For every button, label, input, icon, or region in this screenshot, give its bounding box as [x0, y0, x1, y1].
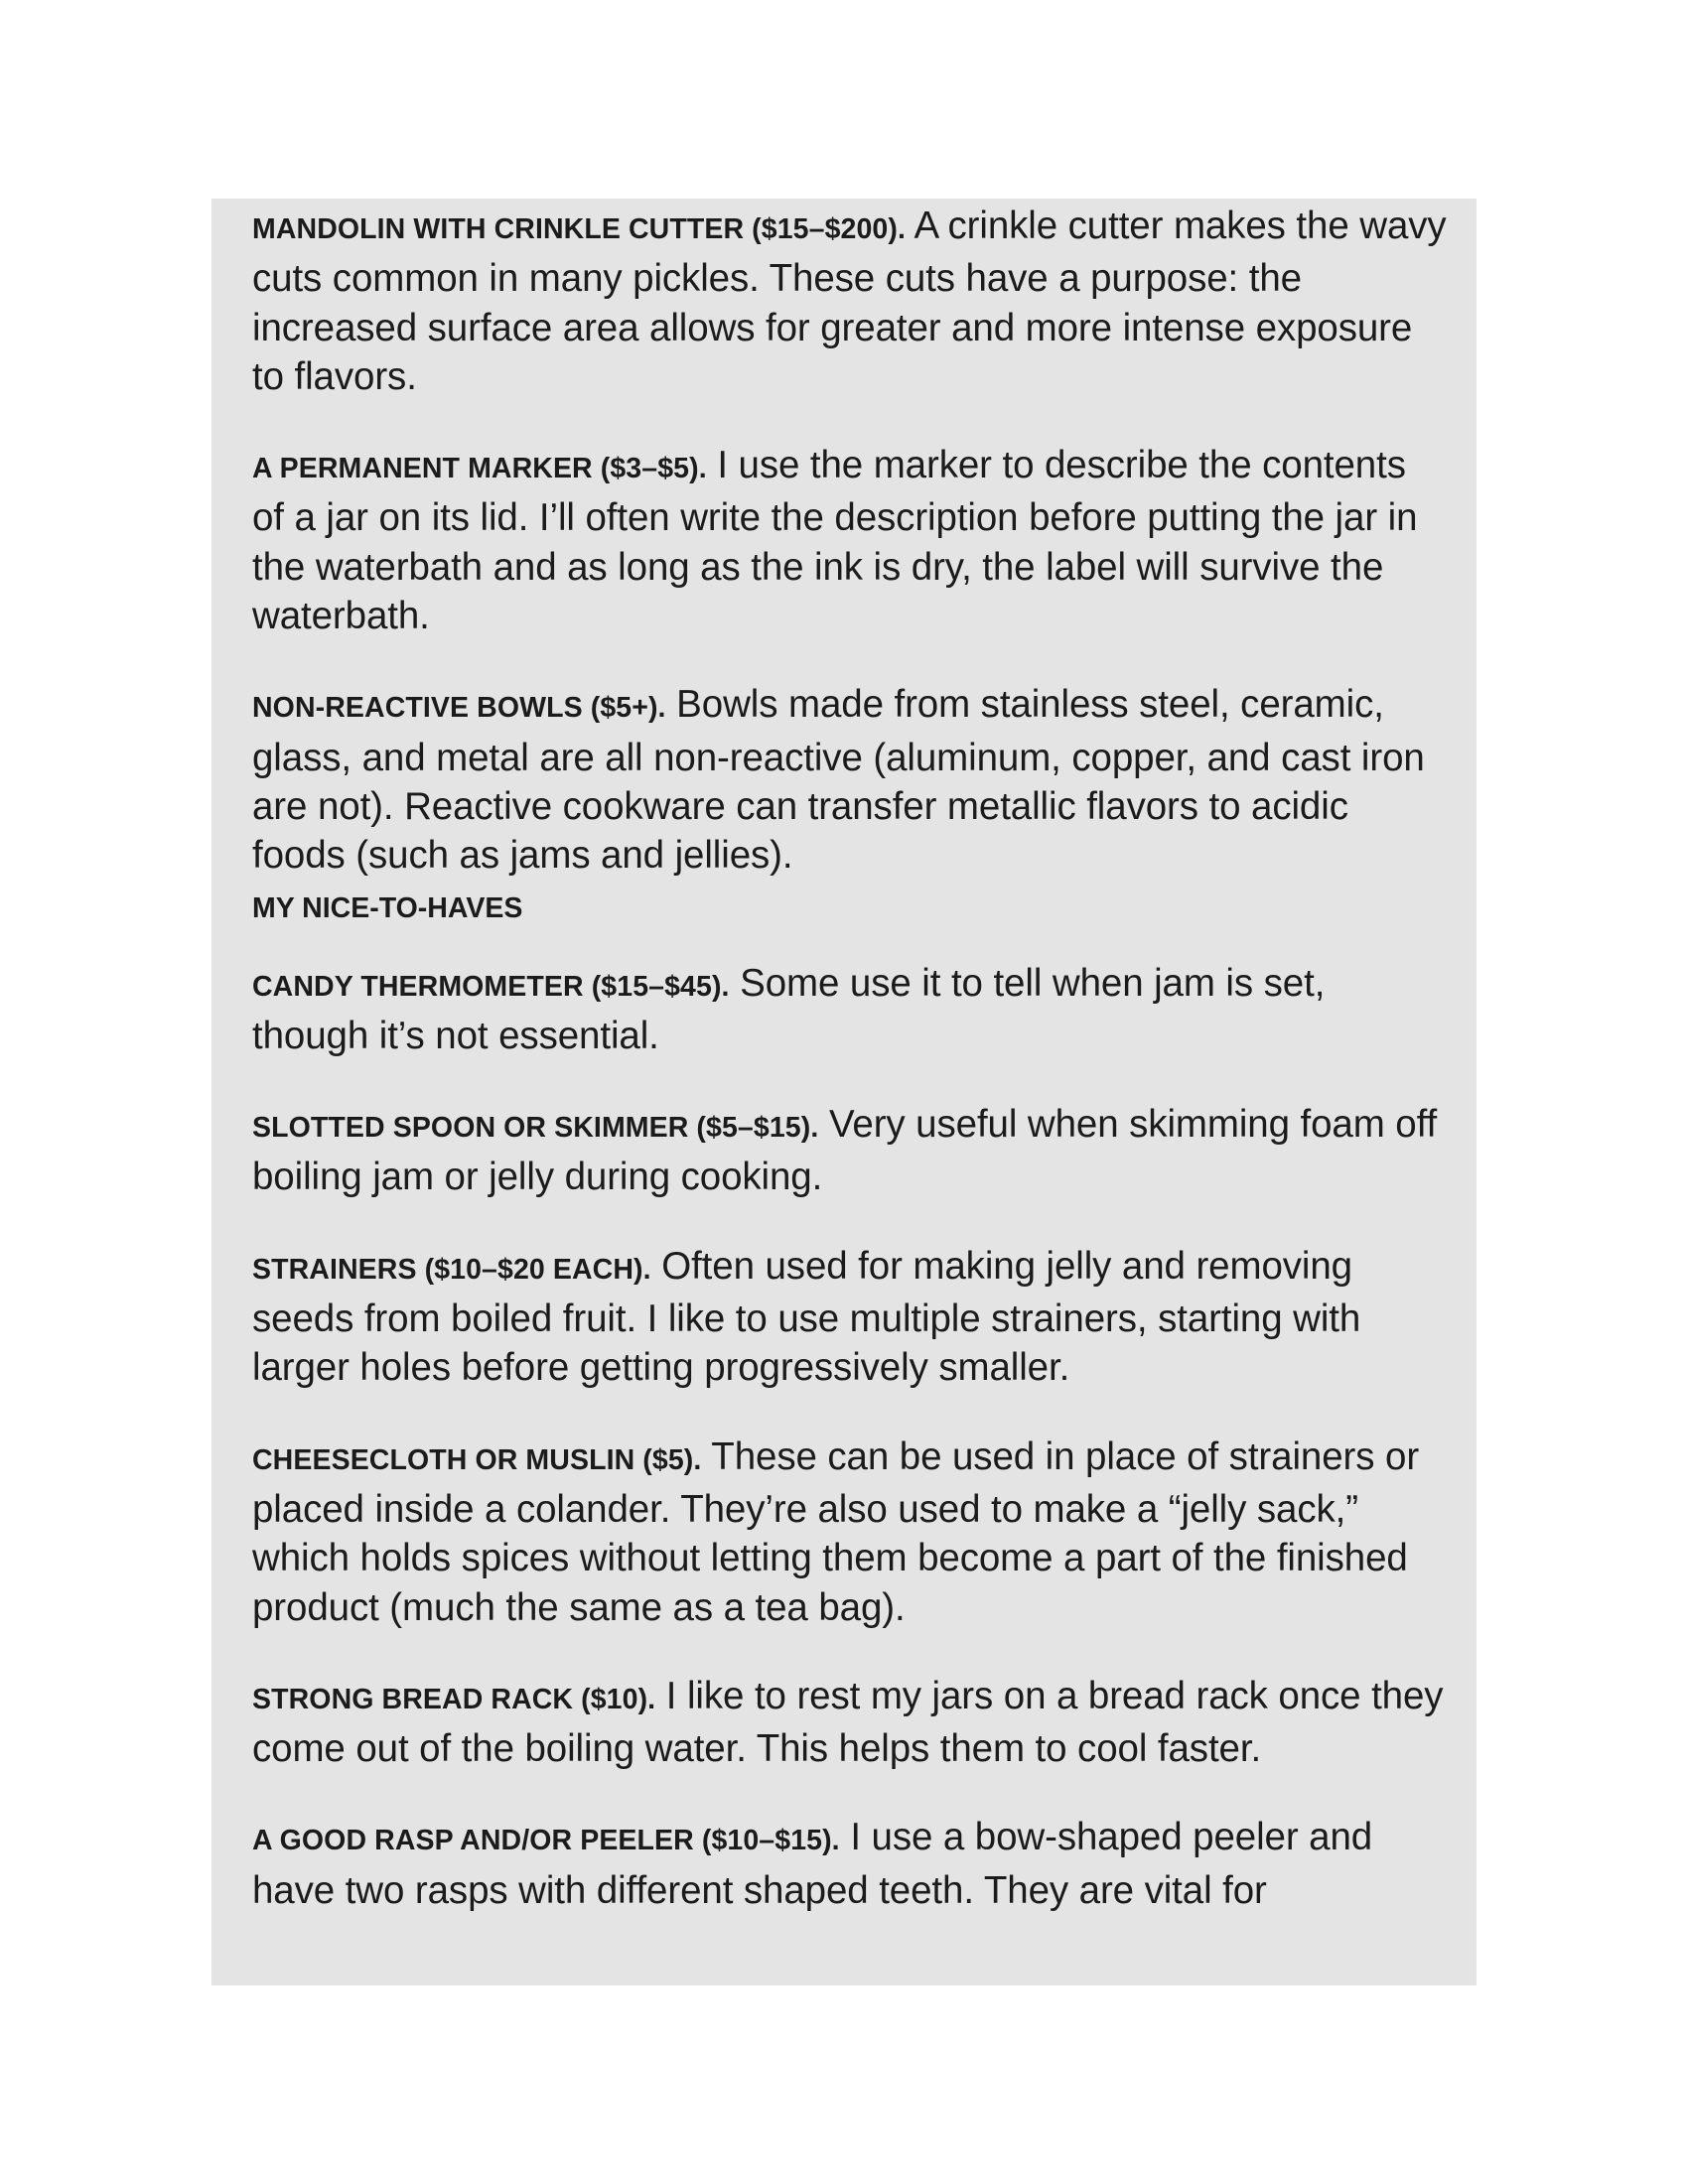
- entry-strainers: [252, 1242, 1447, 1393]
- entry-heading: STRONG BREAD RACK ($10).: [252, 1683, 656, 1715]
- entry-heading: A PERMANENT MARKER ($3–$5).: [252, 453, 707, 485]
- entry-body: I use the marker to describe the contents of a jar on its lid. I’ll often write the description before putting the jar in the waterbath and as long as the ink is dry, the label will survive the waterbath.: [252, 444, 1418, 638]
- entry-body: Some use it to tell when jam is set, though it’s not essential.: [252, 961, 1326, 1057]
- entry-body: A crinkle cutter makes the wavy cuts common in many pickles. These cuts have a purpose: the increased surface area allows for greater and more intense exposure to flavors.: [252, 205, 1447, 398]
- entry-candy-thermometer: [252, 959, 1447, 1061]
- entry-heading: CHEESECLOTH OR MUSLIN ($5).: [252, 1443, 702, 1476]
- entry-body: Often used for making jelly and removing seeds from boiled fruit. I like to use multiple strainers, starting with larger holes before getting progressively smaller.: [252, 1244, 1361, 1390]
- entry-body: I like to rest my jars on a bread rack once they come out of the boiling water. This helps them to cool faster.: [252, 1674, 1444, 1771]
- entry-heading: STRAINERS ($10–$20 EACH).: [252, 1253, 651, 1286]
- entry-non-reactive-bowls: [252, 680, 1447, 880]
- entry-rasp-peeler: [252, 1813, 1447, 1915]
- entry-body: These can be used in place of strainers or placed inside a colander. They’re also used to make a “jelly sack,” which holds spices without letting them become a part of the finished product (much the same as a tea bag).: [252, 1434, 1420, 1629]
- entry-permanent-marker: [252, 441, 1447, 640]
- entry-body: Very useful when skimming foam off boiling jam or jelly during cooking.: [252, 1103, 1438, 1199]
- entry-heading: A GOOD RASP AND/OR PEELER ($10–$15).: [252, 1825, 840, 1857]
- entry-heading: MANDOLIN WITH CRINKLE CUTTER ($15–$200).: [252, 213, 906, 245]
- entry-heading: SLOTTED SPOON OR SKIMMER ($5–$15).: [252, 1112, 819, 1145]
- entry-cheesecloth: [252, 1433, 1447, 1632]
- entry-bread-rack: [252, 1672, 1447, 1774]
- entry-heading: NON-REACTIVE BOWLS ($5+).: [252, 692, 666, 725]
- entry-slotted-spoon: [252, 1100, 1447, 1202]
- entry-mandolin: [252, 202, 1447, 401]
- sidebar-panel: [211, 199, 1477, 1985]
- entry-body: Bowls made from stainless steel, ceramic, glass, and metal are all non-reactive (aluminum, copper, and cast iron are not). Reactive cookware can transfer metallic flavors to acidic foods (such as jams and jellies).: [252, 683, 1425, 878]
- entry-heading: CANDY THERMOMETER ($15–$45).: [252, 970, 730, 1003]
- section-heading: MY NICE-TO-HAVES: [252, 891, 523, 924]
- entry-body: I use a bow-shaped peeler and have two rasps with different shaped teeth. They are vital for: [252, 1816, 1373, 1912]
